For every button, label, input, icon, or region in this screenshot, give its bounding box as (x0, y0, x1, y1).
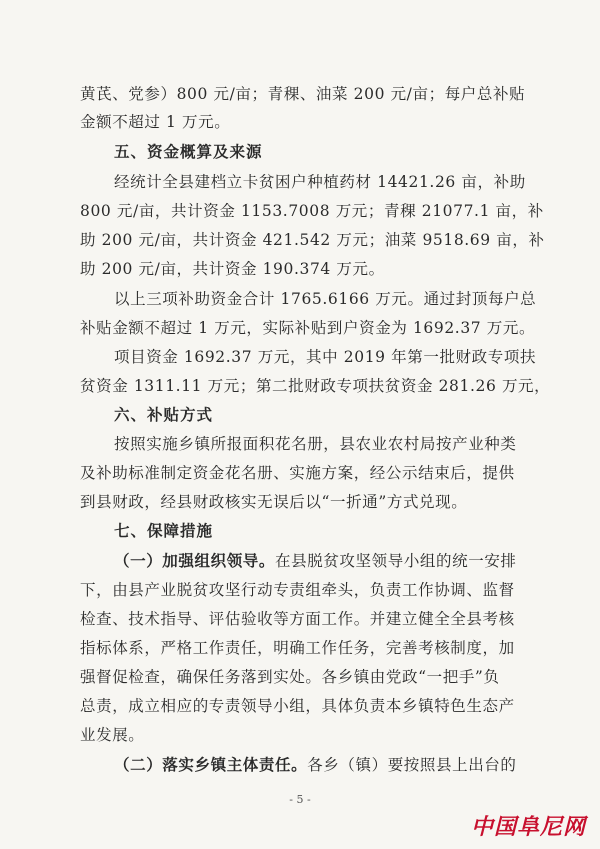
text-line: 强督促检查，确保任务落到实处。各乡镇由党政“一把手”负 (80, 668, 500, 686)
text-line: 以上三项补助资金合计 1765.6166 万元。通过封顶每户总 (114, 290, 537, 308)
text-line: 经统计全县建档立卡贫困户种植药材 14421.26 亩，补助 (114, 173, 526, 191)
section-heading-5: 五、资金概算及来源 (114, 143, 263, 161)
paragraph-first-line (114, 551, 517, 571)
section-heading-7: 七、保障措施 (114, 522, 214, 540)
text-span: 在县脱贫攻坚领导小组的统一安排 (275, 552, 517, 570)
page-number: - 5 - (289, 793, 311, 806)
text-line: 贫资金 1311.11 万元；第二批财政专项扶贫资金 281.26 万元， (80, 377, 551, 395)
text-span: 各乡（镇）要按照县上出台的 (307, 756, 517, 774)
text-line: 800 元/亩，共计资金 1153.7008 万元；青稞 21077.1 亩，补 (80, 202, 544, 220)
text-line: 及补助标准制定资金花名册、实施方案，经公示结束后，提供 (80, 464, 515, 482)
text-line: 助 200 元/亩，共计资金 190.374 万元。 (80, 260, 385, 278)
text-line: 总责，成立相应的专责领导小组，具体负责本乡镇特色生态产 (80, 697, 515, 715)
text-line: 项目资金 1692.37 万元，其中 2019 年第一批财政专项扶 (114, 348, 537, 366)
section-heading-6: 六、补贴方式 (114, 406, 214, 424)
measure-1-title: （一）加强组织领导。 (114, 552, 276, 570)
text-line: 检查、技术指导、评估验收等方面工作。并建立健全全县考核 (80, 610, 515, 628)
text-line: 补贴金额不超过 1 万元，实际补贴到户资金为 1692.37 万元。 (80, 319, 536, 337)
text-line: 按照实施乡镇所报面积花名册，县农业农村局按产业种类 (114, 435, 517, 453)
site-watermark: 中国阜尼网 (470, 814, 586, 840)
paragraph-first-line (114, 755, 517, 775)
measure-2-title: （二）落实乡镇主体责任。 (114, 756, 308, 774)
text-line: 指标体系，严格工作责任，明确工作任务，完善考核制度，加 (80, 639, 515, 657)
text-line: 金额不超过 1 万元。 (80, 113, 231, 131)
text-line: 黄芪、党参）800 元/亩；青稞、油菜 200 元/亩；每户总补贴 (80, 85, 526, 103)
text-line: 下，由县产业脱贫攻坚行动专责组牵头，负责工作协调、监督 (80, 581, 515, 599)
text-line: 到县财政，经县财政核实无误后以“一折通”方式兑现。 (80, 493, 468, 511)
text-line: 业发展。 (80, 726, 145, 744)
text-line: 助 200 元/亩，共计资金 421.542 万元；油菜 9518.69 亩，补 (80, 231, 545, 249)
